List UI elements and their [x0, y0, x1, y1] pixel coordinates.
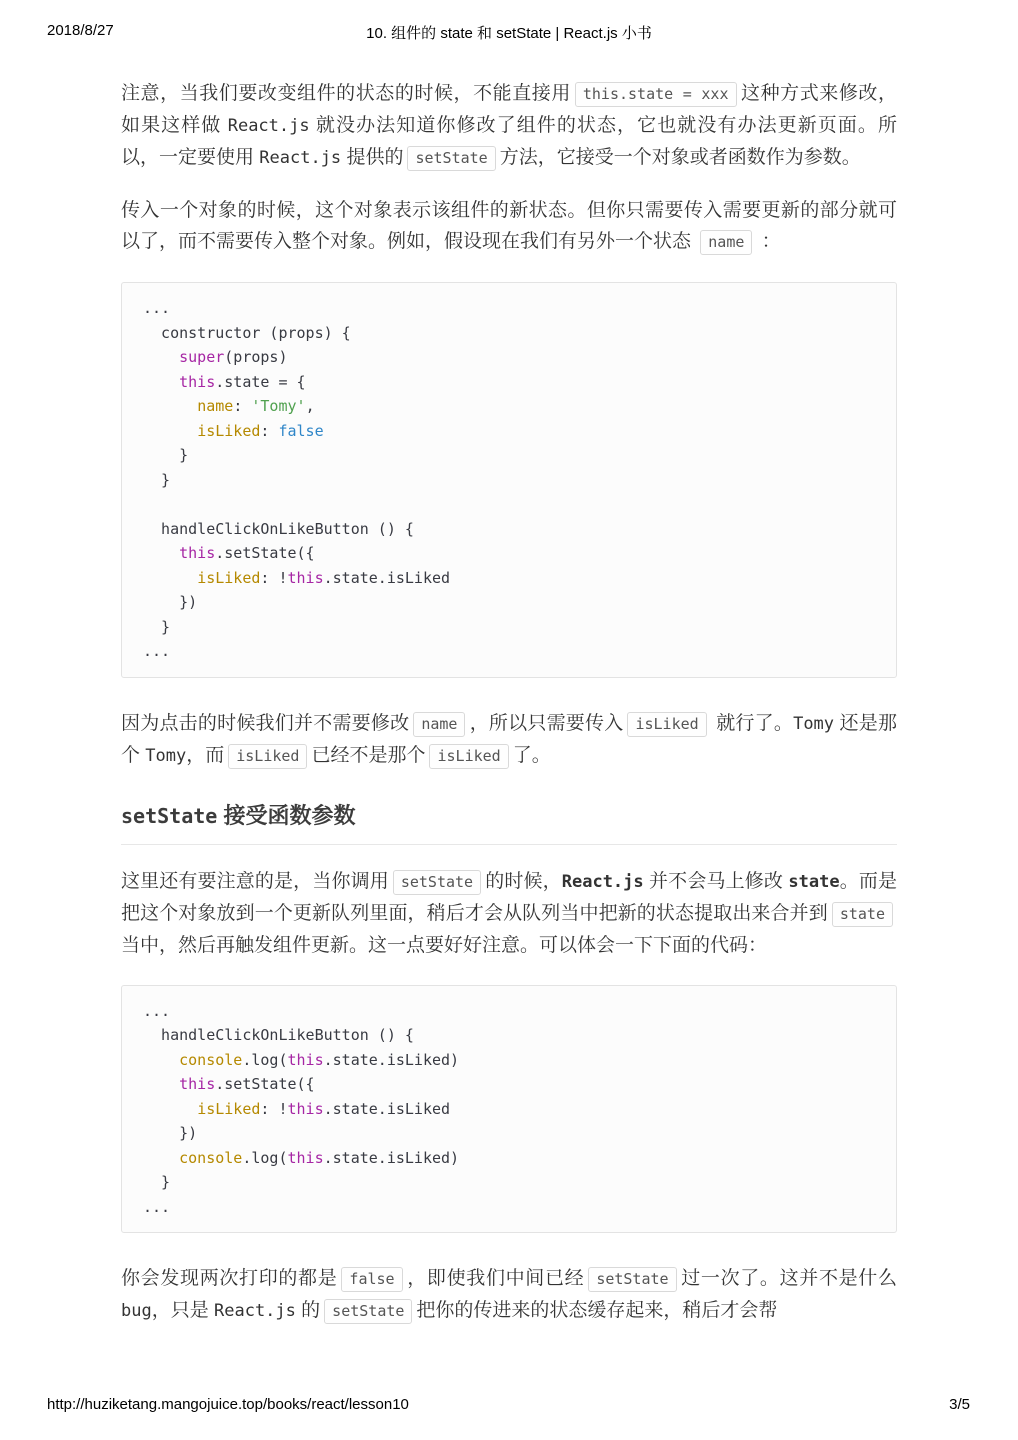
code-token-plain: .state = {: [215, 372, 306, 391]
code-token-property: isLiked: [197, 421, 261, 440]
code-token-plain: .state.isLiked: [323, 568, 451, 587]
code-line: [143, 1121, 875, 1146]
code-token-plain: :: [260, 421, 279, 440]
latin-mono-text: bug: [121, 1301, 152, 1321]
heading-rule: [121, 844, 897, 845]
code-token-plain: ...: [143, 1197, 171, 1216]
code-block: [121, 985, 897, 1234]
text-run: 的时候，: [485, 870, 562, 892]
code-token-plain: [143, 544, 179, 562]
code-line: [143, 639, 875, 664]
text-run: ，而: [186, 744, 225, 766]
code-token-plain: [143, 1075, 179, 1093]
code-line: [143, 999, 875, 1024]
code-token-plain: }: [143, 446, 189, 464]
code-token-property: console: [179, 1148, 243, 1167]
code-token-plain: }): [143, 1124, 198, 1142]
code-token-plain: [143, 422, 197, 440]
section-heading: [121, 803, 897, 829]
code-token-plain: :: [233, 397, 252, 415]
text-run: 的: [295, 1300, 321, 1321]
code-token-keyword: this: [287, 568, 324, 587]
text-run: 就没办法知道你修改了组件的状态，它也就没有办法更新页面。所以，一定要使用: [121, 115, 898, 168]
code-token-keyword: this: [287, 1099, 324, 1118]
code-token-keyword: this: [287, 1050, 324, 1069]
code-line: [143, 517, 875, 542]
code-token-keyword: this: [179, 372, 216, 391]
code-token-plain: .log(: [242, 1148, 288, 1167]
code-token-plain: ...: [143, 1001, 171, 1020]
text-run: ：: [756, 231, 781, 252]
code-token-plain: : !: [260, 568, 288, 587]
latin-mono-text: Tomy: [793, 713, 835, 734]
code-block: [121, 282, 897, 678]
code-line: [143, 321, 875, 346]
code-token-plain: [143, 373, 179, 391]
code-token-property: isLiked: [197, 568, 261, 587]
code-token-keyword: this: [287, 1148, 324, 1167]
print-title: 10. 组件的 state 和 setState | React.js 小书: [366, 25, 652, 42]
code-token-property: name: [197, 397, 234, 415]
code-line: [143, 345, 875, 370]
code-line: [143, 370, 875, 395]
code-token-plain: [143, 348, 179, 366]
code-line: [143, 1170, 875, 1195]
code-line: [143, 1023, 875, 1048]
text-run: 提供的: [341, 147, 404, 168]
code-line: [143, 1072, 875, 1097]
bold-code-text: React.js: [561, 871, 644, 892]
code-token-plain: .log(: [242, 1050, 288, 1069]
code-token-plain: [143, 1051, 179, 1069]
inline-code: this.state = xxx: [575, 82, 737, 107]
code-token-plain: ,: [305, 397, 315, 415]
paragraph: [121, 78, 897, 174]
code-token-plain: (props): [224, 348, 288, 366]
code-line: [143, 468, 875, 493]
code-token-plain: }: [143, 470, 171, 489]
code-line: [143, 492, 875, 517]
code-line: [143, 419, 875, 444]
latin-mono-text: React.js: [214, 1301, 296, 1321]
paragraph: [121, 195, 897, 258]
latin-mono-text: setState: [121, 803, 218, 828]
code-token-keyword: this: [179, 1075, 216, 1093]
code-line: [143, 590, 875, 615]
code-line: [143, 1146, 875, 1171]
inline-code: false: [341, 1267, 402, 1292]
inline-code: name: [413, 712, 465, 737]
code-token-plain: : !: [260, 1099, 288, 1118]
text-run: 方法，它接受一个对象或者函数作为参数。: [499, 147, 861, 168]
inline-code: isLiked: [627, 712, 706, 737]
code-line: [143, 615, 875, 640]
code-token-plain: handleClickOnLikeButton () {: [143, 1026, 414, 1044]
text-run: 就行了。: [710, 712, 794, 734]
text-run: 。而是把这个对象放到一个更新队列里面，稍后才会从队列当中把新的状态提取出来合并到: [121, 870, 897, 924]
text-run: 并不会马上修改: [643, 870, 789, 892]
text-run: 这种方式来修改，如果这样做: [121, 83, 897, 136]
code-line: [143, 1048, 875, 1073]
latin-mono-text: Tomy: [145, 745, 187, 766]
code-line: [143, 566, 875, 591]
code-token-plain: constructor (props) {: [143, 323, 351, 342]
text-run: ，所以只需要传入: [469, 712, 624, 734]
code-token-plain: handleClickOnLikeButton () {: [143, 519, 414, 538]
text-run: 因为点击的时候我们并不需要修改: [121, 712, 410, 734]
code-token-keyword: super: [179, 348, 225, 366]
inline-code: state: [832, 902, 893, 927]
text-run: ，即使我们中间已经: [406, 1268, 585, 1289]
text-run: 这里还有要注意的是，当你调用: [121, 870, 389, 892]
code-token-plain: ...: [143, 299, 171, 317]
code-token-plain: .setState({: [215, 1075, 315, 1093]
text-run: 过一次了。这并不是什么: [680, 1268, 897, 1289]
code-token-property: isLiked: [197, 1099, 261, 1118]
paragraph: [121, 1263, 897, 1327]
inline-code: name: [700, 230, 752, 255]
inline-code: setState: [393, 870, 481, 895]
article-content: [121, 78, 897, 1348]
code-token-plain: }: [143, 617, 171, 636]
code-line: [143, 1195, 875, 1220]
inline-code: setState: [588, 1267, 676, 1292]
code-token-plain: ...: [143, 642, 171, 660]
code-line: [143, 1097, 875, 1122]
inline-code: isLiked: [228, 744, 307, 769]
inline-code: isLiked: [429, 744, 508, 769]
code-token-plain: .state.isLiked: [323, 1099, 451, 1118]
code-token-plain: }): [143, 593, 198, 611]
page-number: 3/5: [949, 1396, 970, 1413]
text-run: 了。: [512, 744, 551, 766]
code-token-plain: .setState({: [215, 544, 315, 562]
code-token-plain: }: [143, 1173, 171, 1191]
code-line: [143, 443, 875, 468]
code-line: [143, 296, 875, 321]
code-token-plain: [143, 1149, 179, 1167]
paragraph: [121, 708, 897, 772]
print-header: [47, 22, 971, 40]
code-token-plain: .state.isLiked): [323, 1050, 460, 1069]
latin-mono-text: React.js: [227, 116, 310, 136]
paragraph: [121, 866, 897, 961]
text-run: ，只是: [151, 1300, 214, 1321]
code-token-plain: .state.isLiked): [323, 1148, 460, 1167]
code-token-string: 'Tomy': [251, 397, 306, 415]
inline-code: setState: [324, 1299, 412, 1324]
text-run: 注意，当我们要改变组件的状态的时候，不能直接用: [121, 83, 571, 104]
source-url: http://huziketang.mangojuice.top/books/react/lesson10: [47, 1396, 409, 1413]
code-line: [143, 541, 875, 566]
code-token-boolean: false: [278, 421, 324, 440]
text-run: 当中，然后再触发组件更新。这一点要好好注意。可以体会一下下面的代码：: [121, 934, 768, 956]
bold-code-text: state: [788, 871, 840, 892]
text-run: 你会发现两次打印的都是: [121, 1268, 338, 1289]
code-token-property: console: [179, 1050, 243, 1069]
code-token-keyword: this: [179, 544, 216, 562]
code-line: [143, 394, 875, 419]
code-token-plain: [143, 1100, 197, 1118]
text-run: 把你的传进来的状态缓存起来，稍后才会帮: [416, 1300, 778, 1321]
text-run: 还是那个: [121, 712, 897, 766]
code-token-plain: [143, 569, 197, 587]
text-run: 传入一个对象的时候，这个对象表示该组件的新状态。但你只需要传入需要更新的部分就可以了，而不需要传入整个对象。例如，假设现在我们有另外一个状态: [121, 200, 897, 252]
text-run: 接受函数参数: [217, 802, 356, 828]
inline-code: setState: [407, 146, 495, 171]
text-run: 已经不是那个: [311, 744, 426, 766]
latin-mono-text: React.js: [259, 148, 342, 168]
code-token-plain: [143, 397, 197, 415]
print-date: 2018/8/27: [47, 22, 114, 39]
